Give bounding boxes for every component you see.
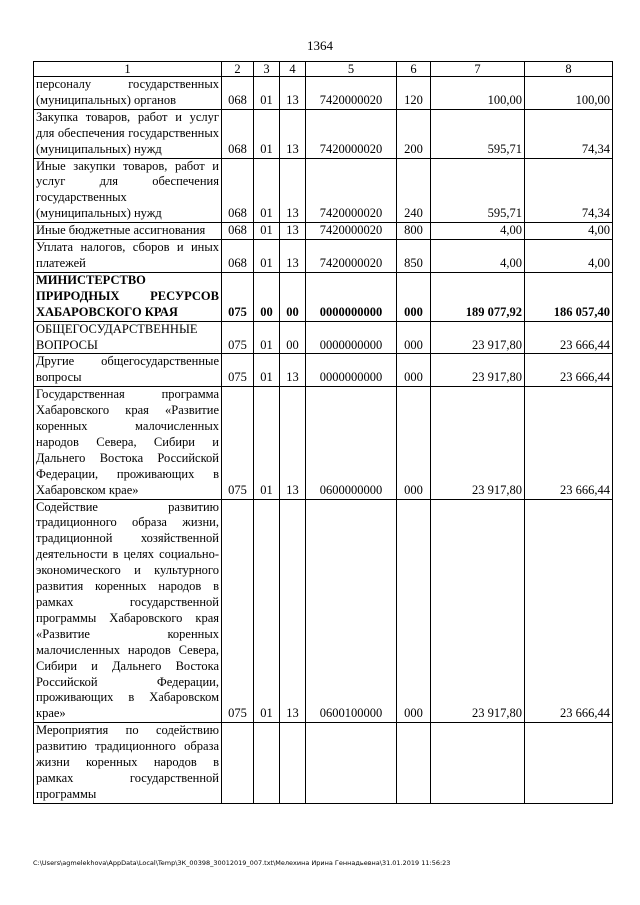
- row-cell: 13: [280, 354, 306, 387]
- row-cell: 23 666,44: [525, 499, 613, 723]
- row-cell: 000: [397, 354, 431, 387]
- row-cell: 01: [254, 77, 280, 110]
- row-description: МИНИСТЕРСТВО ПРИРОДНЫХ РЕСУРСОВ ХАБАРОВСКОГО КРАЯ: [34, 272, 222, 321]
- row-description: Содействие развитию традиционного образа жизни, традиционной хозяйственной деятельности в целях социально-экономического и культурного развития коренных народов в рамках государственной программы Хабаровского края «Развитие коренных малочисленных народов Севера, Сибири и Дальнего Востока Российской Федерации, проживающих в Хабаровском крае»: [34, 499, 222, 723]
- row-cell: 200: [397, 109, 431, 158]
- table-row: [34, 321, 613, 354]
- table-row: [34, 240, 613, 273]
- table-row: [34, 223, 613, 240]
- row-cell: 74,34: [525, 109, 613, 158]
- row-description: Уплата налогов, сборов и иных платежей: [34, 240, 222, 273]
- row-description: Иные бюджетные ассигнования: [34, 223, 222, 240]
- row-cell: 13: [280, 387, 306, 499]
- table-row: [34, 499, 613, 723]
- row-cell: 23 917,80: [431, 321, 525, 354]
- header-cell: 8: [525, 62, 613, 77]
- header-row: [34, 62, 613, 77]
- row-cell: 23 666,44: [525, 387, 613, 499]
- row-cell: 01: [254, 499, 280, 723]
- row-cell: 00: [280, 321, 306, 354]
- row-cell: 13: [280, 109, 306, 158]
- row-cell: 0000000000: [306, 321, 397, 354]
- row-cell: 068: [222, 109, 254, 158]
- row-cell: 7420000020: [306, 223, 397, 240]
- row-cell: 13: [280, 158, 306, 223]
- row-cell: [525, 723, 613, 804]
- row-description: Мероприятия по содействию развитию традиционного образа жизни коренных народов в рамках государственной программы: [34, 723, 222, 804]
- row-cell: [280, 723, 306, 804]
- row-cell: 068: [222, 77, 254, 110]
- row-description: ОБЩЕГОСУДАРСТВЕННЫЕ ВОПРОСЫ: [34, 321, 222, 354]
- row-cell: 800: [397, 223, 431, 240]
- row-cell: 0600100000: [306, 499, 397, 723]
- header-cell: 3: [254, 62, 280, 77]
- header-cell: 5: [306, 62, 397, 77]
- row-cell: 850: [397, 240, 431, 273]
- table-body: [34, 77, 613, 804]
- row-cell: 0000000000: [306, 354, 397, 387]
- row-cell: 01: [254, 223, 280, 240]
- row-cell: 01: [254, 240, 280, 273]
- row-cell: 068: [222, 223, 254, 240]
- row-description: Закупка товаров, работ и услуг для обеспечения государственных (муниципальных) нужд: [34, 109, 222, 158]
- row-cell: 23 917,80: [431, 499, 525, 723]
- row-cell: 100,00: [431, 77, 525, 110]
- row-cell: 01: [254, 354, 280, 387]
- row-cell: 595,71: [431, 158, 525, 223]
- row-cell: [222, 723, 254, 804]
- row-cell: 068: [222, 158, 254, 223]
- row-cell: 13: [280, 223, 306, 240]
- header-cell: 7: [431, 62, 525, 77]
- row-cell: [254, 723, 280, 804]
- row-cell: 189 077,92: [431, 272, 525, 321]
- row-description: персоналу государственных (муниципальных) органов: [34, 77, 222, 110]
- table-row: [34, 723, 613, 804]
- row-cell: 74,34: [525, 158, 613, 223]
- row-cell: 075: [222, 499, 254, 723]
- header-cell: 1: [34, 62, 222, 77]
- table-row: [34, 354, 613, 387]
- row-cell: 120: [397, 77, 431, 110]
- page-number: 1364: [307, 38, 333, 53]
- table-row: [34, 77, 613, 110]
- row-description: Государственная программа Хабаровского края «Развитие коренных малочисленных народов Севера, Сибири и Дальнего Востока Российской Федерации, проживающих в Хабаровском крае»: [34, 387, 222, 499]
- row-cell: 23 666,44: [525, 321, 613, 354]
- header-cell: 6: [397, 62, 431, 77]
- row-cell: 01: [254, 109, 280, 158]
- row-cell: 23 917,80: [431, 387, 525, 499]
- row-cell: 186 057,40: [525, 272, 613, 321]
- row-cell: 4,00: [431, 240, 525, 273]
- row-cell: 075: [222, 321, 254, 354]
- row-cell: 0000000000: [306, 272, 397, 321]
- row-cell: 7420000020: [306, 158, 397, 223]
- table-row: [34, 158, 613, 223]
- row-cell: [431, 723, 525, 804]
- row-cell: 000: [397, 499, 431, 723]
- row-cell: 000: [397, 387, 431, 499]
- footer-path: C:\Users\agmelekhova\AppData\Local\Temp\ЗК_00398_30012019_007.txt\Мелехина Ирина Геннадьевна\31.01.2019 11:56:23: [33, 859, 451, 867]
- row-cell: 075: [222, 387, 254, 499]
- row-cell: 4,00: [525, 240, 613, 273]
- row-cell: 075: [222, 354, 254, 387]
- budget-table: [33, 61, 613, 804]
- row-cell: [397, 723, 431, 804]
- row-cell: 01: [254, 158, 280, 223]
- row-cell: 13: [280, 77, 306, 110]
- row-description: Иные закупки товаров, работ и услуг для обеспечения государственных (муниципальных) нужд: [34, 158, 222, 223]
- header-cell: 2: [222, 62, 254, 77]
- row-cell: 13: [280, 499, 306, 723]
- row-cell: 13: [280, 240, 306, 273]
- row-cell: 00: [280, 272, 306, 321]
- row-cell: 4,00: [525, 223, 613, 240]
- row-cell: 01: [254, 387, 280, 499]
- row-cell: 000: [397, 272, 431, 321]
- row-cell: 240: [397, 158, 431, 223]
- row-cell: 00: [254, 272, 280, 321]
- row-cell: 595,71: [431, 109, 525, 158]
- row-description: Другие общегосударственные вопросы: [34, 354, 222, 387]
- row-cell: 23 917,80: [431, 354, 525, 387]
- row-cell: 7420000020: [306, 109, 397, 158]
- row-cell: 068: [222, 240, 254, 273]
- row-cell: 0600000000: [306, 387, 397, 499]
- row-cell: 000: [397, 321, 431, 354]
- row-cell: 075: [222, 272, 254, 321]
- table-row: [34, 109, 613, 158]
- row-cell: 23 666,44: [525, 354, 613, 387]
- row-cell: [306, 723, 397, 804]
- row-cell: 4,00: [431, 223, 525, 240]
- header-cell: 4: [280, 62, 306, 77]
- row-cell: 01: [254, 321, 280, 354]
- table-row: [34, 272, 613, 321]
- row-cell: 100,00: [525, 77, 613, 110]
- table-row: [34, 387, 613, 499]
- row-cell: 7420000020: [306, 240, 397, 273]
- row-cell: 7420000020: [306, 77, 397, 110]
